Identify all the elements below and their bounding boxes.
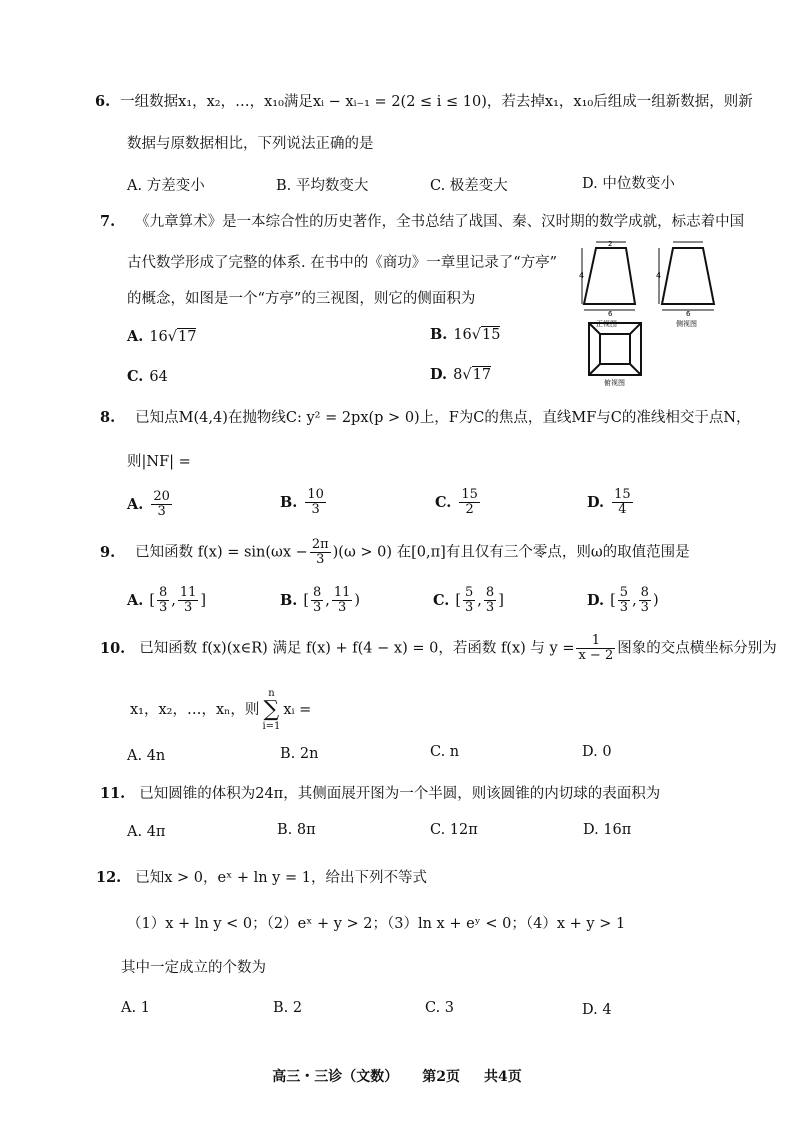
q10-option-d: D. 0 bbox=[582, 744, 612, 760]
q9-option-a: A. [ $\frac{8}{3}$ , $\frac{11}{3}$ ] bbox=[127, 585, 207, 615]
front-height-label: 4 bbox=[579, 271, 585, 280]
q8-option-a: A. $\frac{20}{3}$ bbox=[127, 489, 170, 519]
front-view-caption: 正视图 bbox=[596, 320, 617, 328]
q7-text1: 《九章算术》是一本综合性的历史著作，全书总结了战国、秦、汉时期的数学成就，标志着中国 bbox=[135, 214, 745, 230]
q9-option-c: C. [ $\frac{5}{3}$ , $\frac{8}{3}$ ] bbox=[433, 585, 504, 615]
footer-page-number: 第2页 bbox=[422, 1069, 460, 1085]
side-bottom-width-label: 6 bbox=[686, 310, 691, 318]
q9-line1: 9. 已知函数 f(x) = sin(ωx − $\frac{2\pi}{3}$ )(ω > 0) 在[0,π]有且仅有三个零点，则ω的取值范围是 bbox=[100, 537, 690, 567]
q6-option-d: D. 中位数变小 bbox=[582, 176, 675, 192]
top-view-caption: 俯视图 bbox=[604, 379, 625, 387]
page-footer bbox=[0, 1066, 794, 1086]
q7-option-a: A. 16√17 bbox=[127, 328, 197, 345]
q7-text3: 的概念，如图是一个“方亭”的三视图，则它的侧面积为 bbox=[127, 291, 476, 307]
q12-option-b: B. 2 bbox=[273, 1000, 303, 1016]
side-view-caption: 侧视图 bbox=[676, 320, 697, 328]
front-view bbox=[582, 242, 635, 310]
q6-option-a: A. 方差变小 bbox=[127, 178, 205, 194]
q8-text2: 则|NF| = bbox=[127, 454, 191, 470]
q8-line1 bbox=[100, 408, 751, 428]
q11-option-b: B. 8π bbox=[277, 822, 316, 838]
q7-option-d: D. 8√17 bbox=[430, 366, 492, 383]
q10-line1: 10. 已知函数 f(x)(x∈R) 满足 f(x) + f(4 − x) = 0，若函数 f(x) 与 y = $\frac{1}{x - 2}$ 图象的交点横坐标分别为 bbox=[100, 633, 777, 663]
q9-option-d: D. [ $\frac{5}{3}$ , $\frac{8}{3}$ ) bbox=[587, 585, 659, 615]
q11-number: 11. bbox=[100, 785, 126, 802]
q12-option-a: A. 1 bbox=[121, 1000, 150, 1016]
q10-option-c: C. n bbox=[430, 744, 460, 760]
side-height-label: 4 bbox=[656, 271, 662, 280]
q7-text2: 古代数学形成了完整的体系. 在书中的《商功》一章里记录了“方亭” bbox=[127, 255, 558, 271]
q11-option-c: C. 12π bbox=[430, 822, 478, 838]
q9-number: 9. bbox=[100, 543, 116, 561]
q10-number: 10. bbox=[100, 639, 126, 657]
front-top-width-label: 2 bbox=[608, 240, 613, 248]
q10-option-b: B. 2n bbox=[280, 746, 319, 762]
sum-symbol: n ∑ i=1 bbox=[262, 688, 281, 732]
q8-text1: 已知点M(4,4)在抛物线C: y² = 2px(p > 0)上，F为C的焦点，直线MF与C的准线相交于点N， bbox=[135, 410, 751, 426]
q12-text3: 其中一定成立的个数为 bbox=[121, 960, 266, 976]
q7-top-view bbox=[586, 320, 646, 388]
front-bottom-width-label: 6 bbox=[608, 310, 613, 318]
q10-line2: x₁，x₂，…，xₙ，则 n ∑ i=1 xᵢ = bbox=[130, 688, 312, 732]
side-view bbox=[659, 242, 714, 310]
q11-option-d: D. 16π bbox=[583, 822, 632, 838]
q6-text1: 一组数据x₁，x₂，…，x₁₀满足xᵢ − xᵢ₋₁ = 2(2 ≤ i ≤ 10)，若去掉x₁，x₁₀后组成一组新数据，则新 bbox=[120, 94, 753, 110]
q6-number: 6. bbox=[95, 93, 111, 110]
q7-option-b: B. 16√15 bbox=[430, 326, 501, 343]
q8-option-c: C. $\frac{15}{2}$ bbox=[435, 487, 478, 517]
footer-page-total: 共4页 bbox=[484, 1069, 522, 1085]
q11-option-a: A. 4π bbox=[127, 824, 166, 840]
q7-number: 7. bbox=[100, 213, 116, 230]
q7-option-c: C. 64 bbox=[127, 368, 168, 385]
q8-option-d: D. $\frac{15}{4}$ bbox=[587, 487, 631, 517]
q12-inequalities: （1）x + ln y < 0；（2）eˣ + y > 2；（3）ln x + eʸ < 0；（4）x + y > 1 bbox=[127, 916, 626, 932]
q10-option-a: A. 4n bbox=[127, 748, 166, 764]
q12-line1: 12. 已知x > 0，eˣ + ln y = 1，给出下列不等式 bbox=[96, 869, 427, 886]
q9-option-b: B. [ $\frac{8}{3}$ , $\frac{11}{3}$ ) bbox=[280, 585, 361, 615]
footer-exam-title: 高三・三诊（文数） bbox=[272, 1069, 399, 1085]
q8-number: 8. bbox=[100, 409, 116, 426]
q11-line1: 11. 已知圆锥的体积为24π，其侧面展开图为一个半圆，则该圆锥的内切球的表面积为 bbox=[100, 785, 661, 802]
q7-line1 bbox=[100, 212, 744, 232]
q12-option-c: C. 3 bbox=[425, 1000, 455, 1016]
q12-number: 12. bbox=[96, 869, 122, 886]
q6-option-b: B. 平均数变大 bbox=[276, 178, 369, 194]
q8-option-b: B. $\frac{10}{3}$ bbox=[280, 487, 324, 517]
q6-text2: 数据与原数据相比，下列说法正确的是 bbox=[127, 136, 374, 152]
q6-line1 bbox=[95, 92, 753, 112]
q6-option-c: C. 极差变大 bbox=[430, 178, 508, 194]
q12-option-d: D. 4 bbox=[582, 1002, 612, 1018]
